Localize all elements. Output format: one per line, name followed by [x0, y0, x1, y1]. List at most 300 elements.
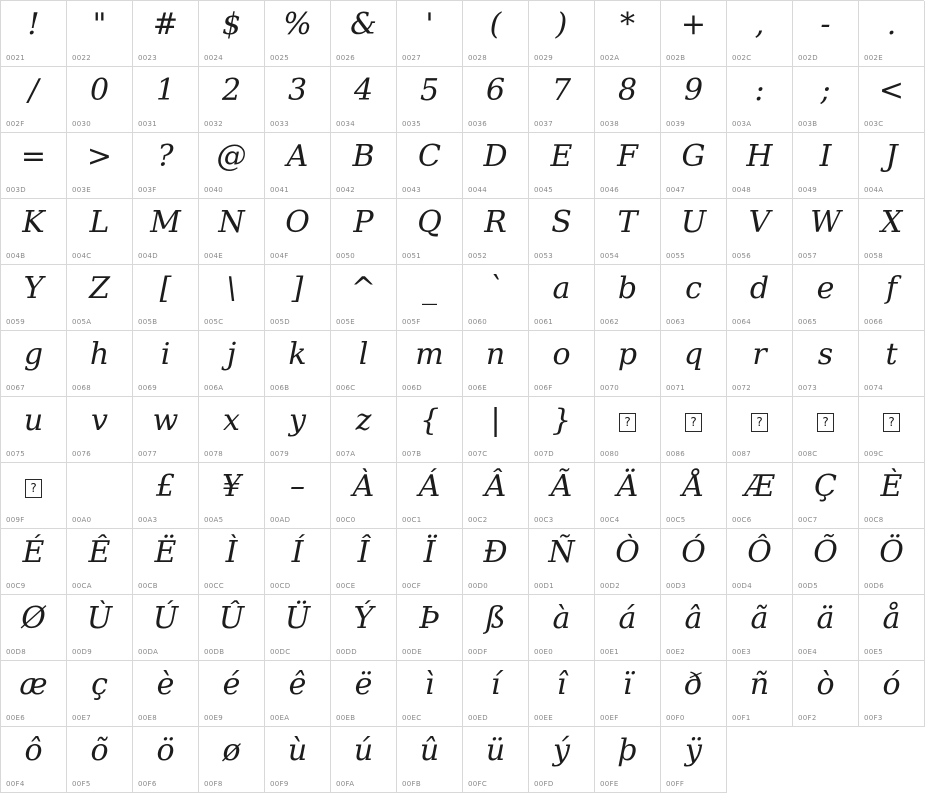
glyph-cell[interactable]: [661, 265, 727, 331]
glyph-character: ã: [750, 601, 769, 636]
glyph-character: M: [150, 205, 181, 240]
glyph-character: Ã: [550, 469, 573, 504]
glyph-codepoint: 0033: [270, 120, 290, 128]
glyph-codepoint: 00F6: [138, 780, 157, 788]
glyph-cell[interactable]: [67, 661, 133, 727]
glyph-cell[interactable]: [661, 463, 727, 529]
glyph-character: 3: [287, 73, 308, 108]
glyph-cell[interactable]: [331, 463, 397, 529]
glyph-codepoint: 0028: [468, 54, 488, 62]
glyph-cell[interactable]: [1, 67, 67, 133]
glyph-cell[interactable]: [661, 199, 727, 265]
glyph-cell[interactable]: [595, 331, 661, 397]
glyph-codepoint: 0041: [270, 186, 290, 194]
glyph-cell[interactable]: [463, 397, 529, 463]
glyph-codepoint: 0035: [402, 120, 422, 128]
glyph-cell[interactable]: [133, 331, 199, 397]
glyph-cell[interactable]: [133, 67, 199, 133]
glyph-codepoint: 00A0: [72, 516, 92, 524]
glyph-cell[interactable]: [67, 265, 133, 331]
glyph-cell[interactable]: [133, 529, 199, 595]
glyph-character: &: [350, 7, 377, 42]
glyph-cell[interactable]: [265, 133, 331, 199]
glyph-codepoint: 00EE: [534, 714, 553, 722]
glyph-codepoint: 0048: [732, 186, 752, 194]
glyph-cell[interactable]: [859, 397, 925, 463]
glyph-cell[interactable]: [793, 463, 859, 529]
glyph-cell[interactable]: [265, 397, 331, 463]
glyph-cell[interactable]: [727, 595, 793, 661]
glyph-cell[interactable]: [463, 529, 529, 595]
glyph-character: ]: [291, 271, 304, 306]
glyph-character: _: [422, 271, 437, 306]
glyph-codepoint: 0068: [72, 384, 92, 392]
glyph-character: n: [485, 337, 506, 372]
glyph-cell[interactable]: [199, 133, 265, 199]
glyph-codepoint: 00C4: [600, 516, 620, 524]
glyph-cell[interactable]: [265, 67, 331, 133]
glyph-cell[interactable]: [199, 463, 265, 529]
glyph-cell[interactable]: [397, 265, 463, 331]
glyph-cell[interactable]: [529, 133, 595, 199]
glyph-cell[interactable]: [529, 727, 595, 793]
glyph-cell[interactable]: [793, 133, 859, 199]
glyph-cell[interactable]: [859, 463, 925, 529]
glyph-codepoint: 00D4: [732, 582, 752, 590]
glyph-cell[interactable]: [133, 265, 199, 331]
glyph-character: [727, 399, 792, 443]
glyph-cell[interactable]: [463, 133, 529, 199]
glyph-cell[interactable]: [727, 331, 793, 397]
glyph-character: ?: [157, 139, 174, 174]
glyph-cell[interactable]: [67, 67, 133, 133]
glyph-cell[interactable]: [595, 265, 661, 331]
glyph-character: |: [490, 403, 501, 438]
glyph-cell[interactable]: [859, 661, 925, 727]
glyph-character: ê: [288, 667, 307, 702]
glyph-cell[interactable]: [265, 727, 331, 793]
glyph-codepoint: 00DC: [270, 648, 291, 656]
glyph-cell[interactable]: [859, 331, 925, 397]
glyph-codepoint: 00DF: [468, 648, 488, 656]
notdef-box: ?: [751, 413, 767, 432]
glyph-cell[interactable]: [859, 1, 925, 67]
glyph-character: J: [885, 139, 898, 174]
glyph-codepoint: 0055: [666, 252, 686, 260]
glyph-codepoint: 00CB: [138, 582, 158, 590]
glyph-cell[interactable]: [331, 331, 397, 397]
glyph-cell[interactable]: [133, 463, 199, 529]
glyph-cell[interactable]: [529, 265, 595, 331]
glyph-codepoint: 00CA: [72, 582, 92, 590]
glyph-character: y: [289, 403, 306, 438]
glyph-codepoint: 0087: [732, 450, 752, 458]
glyph-cell[interactable]: [1, 199, 67, 265]
glyph-cell[interactable]: [133, 199, 199, 265]
glyph-cell[interactable]: [793, 1, 859, 67]
glyph-codepoint: 00F4: [6, 780, 25, 788]
glyph-cell[interactable]: [1, 529, 67, 595]
glyph-codepoint: 00E5: [864, 648, 883, 656]
glyph-codepoint: 0038: [600, 120, 620, 128]
glyph-character: Ó: [681, 535, 706, 570]
glyph-cell[interactable]: [661, 661, 727, 727]
glyph-cell[interactable]: [727, 463, 793, 529]
glyph-character: ': [425, 7, 434, 42]
glyph-cell[interactable]: [265, 1, 331, 67]
glyph-codepoint: 0070: [600, 384, 620, 392]
notdef-box: ?: [817, 413, 833, 432]
glyph-cell[interactable]: [463, 331, 529, 397]
glyph-cell[interactable]: [265, 463, 331, 529]
glyph-character: @: [216, 139, 247, 174]
glyph-cell[interactable]: [331, 265, 397, 331]
glyph-cell[interactable]: [727, 397, 793, 463]
glyph-cell[interactable]: [67, 397, 133, 463]
glyph-cell[interactable]: [331, 727, 397, 793]
glyph-cell[interactable]: [463, 463, 529, 529]
glyph-cell[interactable]: [595, 463, 661, 529]
glyph-cell[interactable]: [727, 529, 793, 595]
glyph-codepoint: 00D8: [6, 648, 26, 656]
glyph-cell[interactable]: [1, 1, 67, 67]
glyph-codepoint: 003F: [138, 186, 157, 194]
glyph-character: \: [226, 271, 237, 306]
glyph-cell[interactable]: [67, 727, 133, 793]
glyph-cell[interactable]: [331, 595, 397, 661]
glyph-codepoint: 004E: [204, 252, 223, 260]
glyph-cell[interactable]: [727, 1, 793, 67]
glyph-cell[interactable]: [397, 1, 463, 67]
glyph-codepoint: 0034: [336, 120, 356, 128]
glyph-cell[interactable]: [397, 331, 463, 397]
glyph-codepoint: 0076: [72, 450, 92, 458]
glyph-character: R: [484, 205, 507, 240]
glyph-cell[interactable]: [661, 1, 727, 67]
glyph-character: â: [684, 601, 703, 636]
glyph-cell[interactable]: [67, 133, 133, 199]
glyph-character: s: [817, 337, 834, 372]
glyph-cell[interactable]: [595, 199, 661, 265]
glyph-cell[interactable]: [397, 397, 463, 463]
glyph-character: æ: [19, 667, 48, 702]
glyph-cell[interactable]: [67, 331, 133, 397]
glyph-codepoint: 0058: [864, 252, 884, 260]
glyph-cell[interactable]: [793, 331, 859, 397]
glyph-cell[interactable]: [529, 67, 595, 133]
glyph-cell[interactable]: [595, 529, 661, 595]
glyph-cell[interactable]: [595, 661, 661, 727]
glyph-character: $: [221, 7, 242, 42]
glyph-cell[interactable]: [67, 463, 133, 529]
glyph-cell[interactable]: [397, 727, 463, 793]
glyph-cell[interactable]: [397, 529, 463, 595]
glyph-cell[interactable]: [727, 265, 793, 331]
glyph-cell[interactable]: [397, 463, 463, 529]
glyph-cell[interactable]: [793, 529, 859, 595]
glyph-character: á: [618, 601, 637, 636]
glyph-codepoint: 002E: [864, 54, 883, 62]
glyph-cell[interactable]: [661, 133, 727, 199]
glyph-cell[interactable]: [529, 661, 595, 727]
glyph-cell[interactable]: [199, 727, 265, 793]
glyph-character: ": [92, 7, 107, 42]
glyph-character: L: [89, 205, 110, 240]
glyph-codepoint: 004F: [270, 252, 289, 260]
glyph-cell[interactable]: [133, 397, 199, 463]
glyph-codepoint: 0024: [204, 54, 224, 62]
glyph-cell[interactable]: [133, 661, 199, 727]
glyph-cell[interactable]: [265, 199, 331, 265]
glyph-character: î: [556, 667, 567, 702]
glyph-cell[interactable]: [529, 1, 595, 67]
glyph-cell[interactable]: [661, 529, 727, 595]
glyph-character: w: [152, 403, 179, 438]
glyph-cell[interactable]: [661, 727, 727, 793]
glyph-cell[interactable]: [67, 595, 133, 661]
glyph-codepoint: 00D9: [72, 648, 92, 656]
glyph-cell[interactable]: [133, 1, 199, 67]
glyph-codepoint: 00A3: [138, 516, 158, 524]
glyph-cell[interactable]: [331, 199, 397, 265]
glyph-codepoint: 002D: [798, 54, 818, 62]
glyph-character: ú: [353, 733, 374, 768]
glyph-character: E: [550, 139, 573, 174]
glyph-cell[interactable]: [859, 133, 925, 199]
glyph-character: [595, 399, 660, 443]
glyph-character: ç: [91, 667, 108, 702]
glyph-cell[interactable]: [661, 397, 727, 463]
glyph-cell[interactable]: [793, 661, 859, 727]
glyph-cell[interactable]: [265, 331, 331, 397]
glyph-cell[interactable]: [793, 67, 859, 133]
glyph-cell[interactable]: [1, 727, 67, 793]
glyph-cell[interactable]: [199, 199, 265, 265]
glyph-character: è: [156, 667, 175, 702]
glyph-cell[interactable]: [595, 727, 661, 793]
glyph-cell[interactable]: [727, 133, 793, 199]
glyph-codepoint: 00C9: [6, 582, 26, 590]
glyph-cell[interactable]: [67, 199, 133, 265]
glyph-cell[interactable]: [1, 595, 67, 661]
glyph-character: £: [155, 469, 176, 504]
glyph-cell[interactable]: [595, 397, 661, 463]
glyph-character: i: [160, 337, 171, 372]
glyph-cell[interactable]: [727, 661, 793, 727]
glyph-codepoint: 00D0: [468, 582, 488, 590]
glyph-cell[interactable]: [199, 67, 265, 133]
glyph-codepoint: 00CF: [402, 582, 422, 590]
glyph-cell[interactable]: [859, 529, 925, 595]
glyph-character: v: [91, 403, 108, 438]
glyph-cell[interactable]: [331, 67, 397, 133]
glyph-character: 6: [485, 73, 506, 108]
glyph-cell[interactable]: [529, 199, 595, 265]
glyph-cell[interactable]: [793, 199, 859, 265]
glyph-cell[interactable]: [265, 265, 331, 331]
glyph-cell[interactable]: [1, 397, 67, 463]
glyph-codepoint: 0052: [468, 252, 488, 260]
glyph-character: U: [680, 205, 707, 240]
glyph-character: Õ: [813, 535, 838, 570]
glyph-character: Ê: [88, 535, 111, 570]
glyph-cell[interactable]: [661, 595, 727, 661]
glyph-character: 7: [551, 73, 572, 108]
glyph-character: T: [617, 205, 638, 240]
glyph-cell[interactable]: [859, 199, 925, 265]
glyph-codepoint: 00DE: [402, 648, 422, 656]
glyph-cell[interactable]: [67, 1, 133, 67]
glyph-character: ): [555, 7, 568, 42]
glyph-codepoint: 002F: [6, 120, 25, 128]
glyph-cell[interactable]: [595, 1, 661, 67]
glyph-cell[interactable]: [199, 595, 265, 661]
glyph-codepoint: 0072: [732, 384, 752, 392]
glyph-character: r: [752, 337, 767, 372]
glyph-cell[interactable]: [1, 463, 67, 529]
glyph-cell[interactable]: [397, 661, 463, 727]
glyph-codepoint: 0036: [468, 120, 488, 128]
glyph-character: ë: [354, 667, 373, 702]
glyph-codepoint: 00E1: [600, 648, 619, 656]
glyph-cell[interactable]: [529, 397, 595, 463]
glyph-cell[interactable]: [199, 265, 265, 331]
glyph-codepoint: 003C: [864, 120, 884, 128]
glyph-cell[interactable]: [595, 67, 661, 133]
glyph-codepoint: 00E7: [72, 714, 91, 722]
glyph-cell[interactable]: [463, 1, 529, 67]
glyph-character: 2: [221, 73, 242, 108]
glyph-codepoint: 00DA: [138, 648, 159, 656]
glyph-codepoint: 00C7: [798, 516, 818, 524]
glyph-cell[interactable]: [463, 661, 529, 727]
glyph-character: É: [22, 535, 45, 570]
glyph-codepoint: 007C: [468, 450, 488, 458]
glyph-character: ÿ: [685, 733, 702, 768]
glyph-cell[interactable]: [331, 133, 397, 199]
glyph-cell[interactable]: [1, 331, 67, 397]
glyph-cell[interactable]: [1, 265, 67, 331]
glyph-character: X: [880, 205, 903, 240]
glyph-cell[interactable]: [265, 661, 331, 727]
glyph-cell[interactable]: [463, 265, 529, 331]
glyph-cell[interactable]: [397, 133, 463, 199]
glyph-codepoint: 0027: [402, 54, 422, 62]
glyph-codepoint: 005B: [138, 318, 158, 326]
glyph-character: ù: [287, 733, 308, 768]
glyph-cell[interactable]: [133, 727, 199, 793]
glyph-codepoint: 00F5: [72, 780, 91, 788]
glyph-character: h: [89, 337, 110, 372]
glyph-cell[interactable]: [199, 529, 265, 595]
glyph-cell[interactable]: [727, 199, 793, 265]
glyph-cell[interactable]: [661, 331, 727, 397]
glyph-cell[interactable]: [793, 397, 859, 463]
glyph-cell[interactable]: [463, 199, 529, 265]
glyph-codepoint: 0023: [138, 54, 158, 62]
glyph-character: Á: [418, 469, 441, 504]
glyph-codepoint: 009F: [6, 516, 25, 524]
glyph-cell[interactable]: [793, 595, 859, 661]
glyph-cell[interactable]: [793, 265, 859, 331]
glyph-cell[interactable]: [463, 67, 529, 133]
glyph-cell[interactable]: [397, 199, 463, 265]
glyph-cell[interactable]: [463, 595, 529, 661]
glyph-cell[interactable]: [331, 661, 397, 727]
glyph-character: Ð: [483, 535, 508, 570]
glyph-character: ¥: [221, 469, 242, 504]
glyph-cell[interactable]: [859, 67, 925, 133]
glyph-character: B: [352, 139, 375, 174]
glyph-cell[interactable]: [397, 595, 463, 661]
glyph-cell[interactable]: [397, 67, 463, 133]
glyph-cell[interactable]: [331, 1, 397, 67]
glyph-codepoint: 00D5: [798, 582, 818, 590]
glyph-cell[interactable]: [199, 397, 265, 463]
glyph-cell[interactable]: [595, 595, 661, 661]
glyph-codepoint: 0086: [666, 450, 686, 458]
glyph-cell[interactable]: [859, 595, 925, 661]
glyph-cell[interactable]: [1, 133, 67, 199]
glyph-cell[interactable]: [133, 133, 199, 199]
glyph-cell[interactable]: [529, 529, 595, 595]
glyph-character: ð: [684, 667, 703, 702]
glyph-cell[interactable]: [199, 1, 265, 67]
glyph-cell[interactable]: [859, 265, 925, 331]
glyph-codepoint: 0065: [798, 318, 818, 326]
glyph-cell[interactable]: [529, 331, 595, 397]
glyph-codepoint: 0079: [270, 450, 290, 458]
glyph-codepoint: 00F0: [666, 714, 685, 722]
glyph-character: È: [880, 469, 903, 504]
glyph-character: ä: [816, 601, 835, 636]
glyph-codepoint: 0062: [600, 318, 620, 326]
glyph-character: :: [754, 73, 765, 108]
glyph-codepoint: 0066: [864, 318, 884, 326]
glyph-cell[interactable]: [727, 67, 793, 133]
glyph-codepoint: 00E4: [798, 648, 817, 656]
glyph-character: %: [283, 7, 312, 42]
glyph-cell[interactable]: [331, 397, 397, 463]
glyph-cell[interactable]: [529, 595, 595, 661]
glyph-cell[interactable]: [67, 529, 133, 595]
glyph-cell[interactable]: [199, 661, 265, 727]
glyph-codepoint: 004A: [864, 186, 884, 194]
glyph-codepoint: 00AD: [270, 516, 291, 524]
glyph-codepoint: 0021: [6, 54, 26, 62]
glyph-cell[interactable]: [661, 67, 727, 133]
glyph-cell[interactable]: [463, 727, 529, 793]
glyph-codepoint: 003E: [72, 186, 91, 194]
glyph-cell[interactable]: [265, 529, 331, 595]
glyph-cell[interactable]: [199, 331, 265, 397]
glyph-character: k: [288, 337, 307, 372]
glyph-cell[interactable]: [133, 595, 199, 661]
glyph-cell[interactable]: [265, 595, 331, 661]
glyph-cell[interactable]: [529, 463, 595, 529]
glyph-character: ^: [350, 271, 377, 306]
glyph-cell[interactable]: [331, 529, 397, 595]
glyph-cell[interactable]: [1, 661, 67, 727]
glyph-character: Æ: [744, 469, 775, 504]
glyph-cell[interactable]: [595, 133, 661, 199]
glyph-codepoint: 00CC: [204, 582, 224, 590]
glyph-codepoint: 0043: [402, 186, 422, 194]
glyph-character: I: [819, 139, 832, 174]
glyph-character: t: [885, 337, 898, 372]
glyph-codepoint: 00E0: [534, 648, 553, 656]
glyph-codepoint: 0047: [666, 186, 686, 194]
